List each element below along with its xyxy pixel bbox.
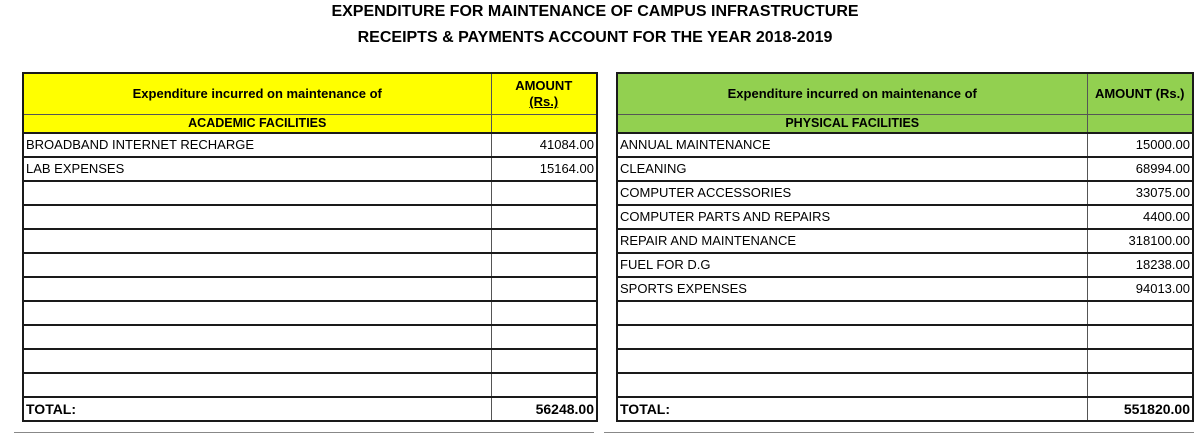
table-row bbox=[617, 301, 1193, 325]
row-amount bbox=[491, 373, 597, 397]
table-row bbox=[617, 373, 1193, 397]
row-description: COMPUTER ACCESSORIES bbox=[617, 181, 1087, 205]
total-amount: 56248.00 bbox=[491, 397, 597, 421]
row-amount bbox=[491, 205, 597, 229]
title-line-2: RECEIPTS & PAYMENTS ACCOUNT FOR THE YEAR 2018-2019 bbox=[357, 29, 833, 46]
row-amount bbox=[491, 301, 597, 325]
table-row bbox=[617, 205, 1193, 229]
table-row bbox=[23, 205, 597, 229]
table-row bbox=[23, 133, 597, 157]
row-amount bbox=[491, 349, 597, 373]
row-amount: 318100.00 bbox=[1087, 229, 1193, 253]
physical-category-label: PHYSICAL FACILITIES bbox=[617, 115, 1087, 134]
row-description bbox=[23, 229, 491, 253]
row-description bbox=[23, 349, 491, 373]
row-amount bbox=[491, 325, 597, 349]
physical-header-amount: AMOUNT (Rs.) bbox=[1087, 73, 1193, 115]
row-description bbox=[617, 373, 1087, 397]
table-row bbox=[23, 157, 597, 181]
table-row bbox=[23, 229, 597, 253]
row-description bbox=[617, 301, 1087, 325]
row-amount: 4400.00 bbox=[1087, 205, 1193, 229]
row-description bbox=[617, 349, 1087, 373]
table-row bbox=[23, 349, 597, 373]
row-description bbox=[617, 325, 1087, 349]
table-row bbox=[23, 373, 597, 397]
footer-divider-left bbox=[14, 432, 594, 433]
row-amount bbox=[1087, 373, 1193, 397]
total-row bbox=[617, 397, 1193, 421]
table-row bbox=[23, 301, 597, 325]
row-description: FUEL FOR D.G bbox=[617, 253, 1087, 277]
row-description bbox=[23, 373, 491, 397]
academic-table-body bbox=[23, 73, 597, 421]
row-amount: 15000.00 bbox=[1087, 133, 1193, 157]
row-description: COMPUTER PARTS AND REPAIRS bbox=[617, 205, 1087, 229]
table-row bbox=[23, 277, 597, 301]
physical-category-row bbox=[617, 115, 1193, 134]
row-amount bbox=[491, 181, 597, 205]
physical-table-body bbox=[617, 73, 1193, 421]
row-amount: 41084.00 bbox=[491, 133, 597, 157]
table-row bbox=[617, 349, 1193, 373]
physical-header-desc: Expenditure incurred on maintenance of bbox=[617, 73, 1087, 115]
row-description bbox=[23, 301, 491, 325]
physical-category-amount-cell bbox=[1087, 115, 1193, 134]
row-description bbox=[23, 277, 491, 301]
physical-header-row bbox=[617, 73, 1193, 115]
table-row bbox=[617, 253, 1193, 277]
academic-header-amount-line1: AMOUNT bbox=[515, 78, 573, 93]
row-description: LAB EXPENSES bbox=[23, 157, 491, 181]
total-label: TOTAL: bbox=[617, 397, 1087, 421]
row-amount: 94013.00 bbox=[1087, 277, 1193, 301]
academic-category-amount-cell bbox=[491, 115, 597, 134]
row-amount: 68994.00 bbox=[1087, 157, 1193, 181]
row-description bbox=[23, 253, 491, 277]
row-amount bbox=[491, 253, 597, 277]
row-amount bbox=[491, 277, 597, 301]
academic-facilities-table bbox=[22, 72, 598, 422]
row-description bbox=[23, 205, 491, 229]
academic-category-label: ACADEMIC FACILITIES bbox=[23, 115, 491, 134]
row-description: REPAIR AND MAINTENANCE bbox=[617, 229, 1087, 253]
physical-facilities-table bbox=[616, 72, 1194, 422]
row-description: SPORTS EXPENSES bbox=[617, 277, 1087, 301]
academic-header-amount-line2: (Rs.) bbox=[529, 94, 559, 109]
total-row bbox=[23, 397, 597, 421]
row-amount bbox=[491, 229, 597, 253]
row-amount bbox=[1087, 349, 1193, 373]
table-row bbox=[23, 181, 597, 205]
row-description: BROADBAND INTERNET RECHARGE bbox=[23, 133, 491, 157]
table-row bbox=[617, 181, 1193, 205]
table-row bbox=[617, 277, 1193, 301]
row-description: CLEANING bbox=[617, 157, 1087, 181]
table-row bbox=[23, 325, 597, 349]
table-row bbox=[23, 253, 597, 277]
row-amount: 33075.00 bbox=[1087, 181, 1193, 205]
row-amount: 18238.00 bbox=[1087, 253, 1193, 277]
table-row bbox=[617, 133, 1193, 157]
academic-header-row bbox=[23, 73, 597, 115]
row-description bbox=[23, 181, 491, 205]
academic-header-amount bbox=[491, 73, 597, 115]
row-amount bbox=[1087, 325, 1193, 349]
row-description bbox=[23, 325, 491, 349]
total-label: TOTAL: bbox=[23, 397, 491, 421]
row-amount: 15164.00 bbox=[491, 157, 597, 181]
table-row bbox=[617, 229, 1193, 253]
row-amount bbox=[1087, 301, 1193, 325]
table-row bbox=[617, 157, 1193, 181]
title-line-1: EXPENDITURE FOR MAINTENANCE OF CAMPUS INFRASTRUCTURE bbox=[331, 3, 859, 20]
total-amount: 551820.00 bbox=[1087, 397, 1193, 421]
footer-divider-right bbox=[604, 432, 1194, 433]
academic-header-desc: Expenditure incurred on maintenance of bbox=[23, 73, 491, 115]
table-row bbox=[617, 325, 1193, 349]
row-description: ANNUAL MAINTENANCE bbox=[617, 133, 1087, 157]
academic-category-row bbox=[23, 115, 597, 134]
